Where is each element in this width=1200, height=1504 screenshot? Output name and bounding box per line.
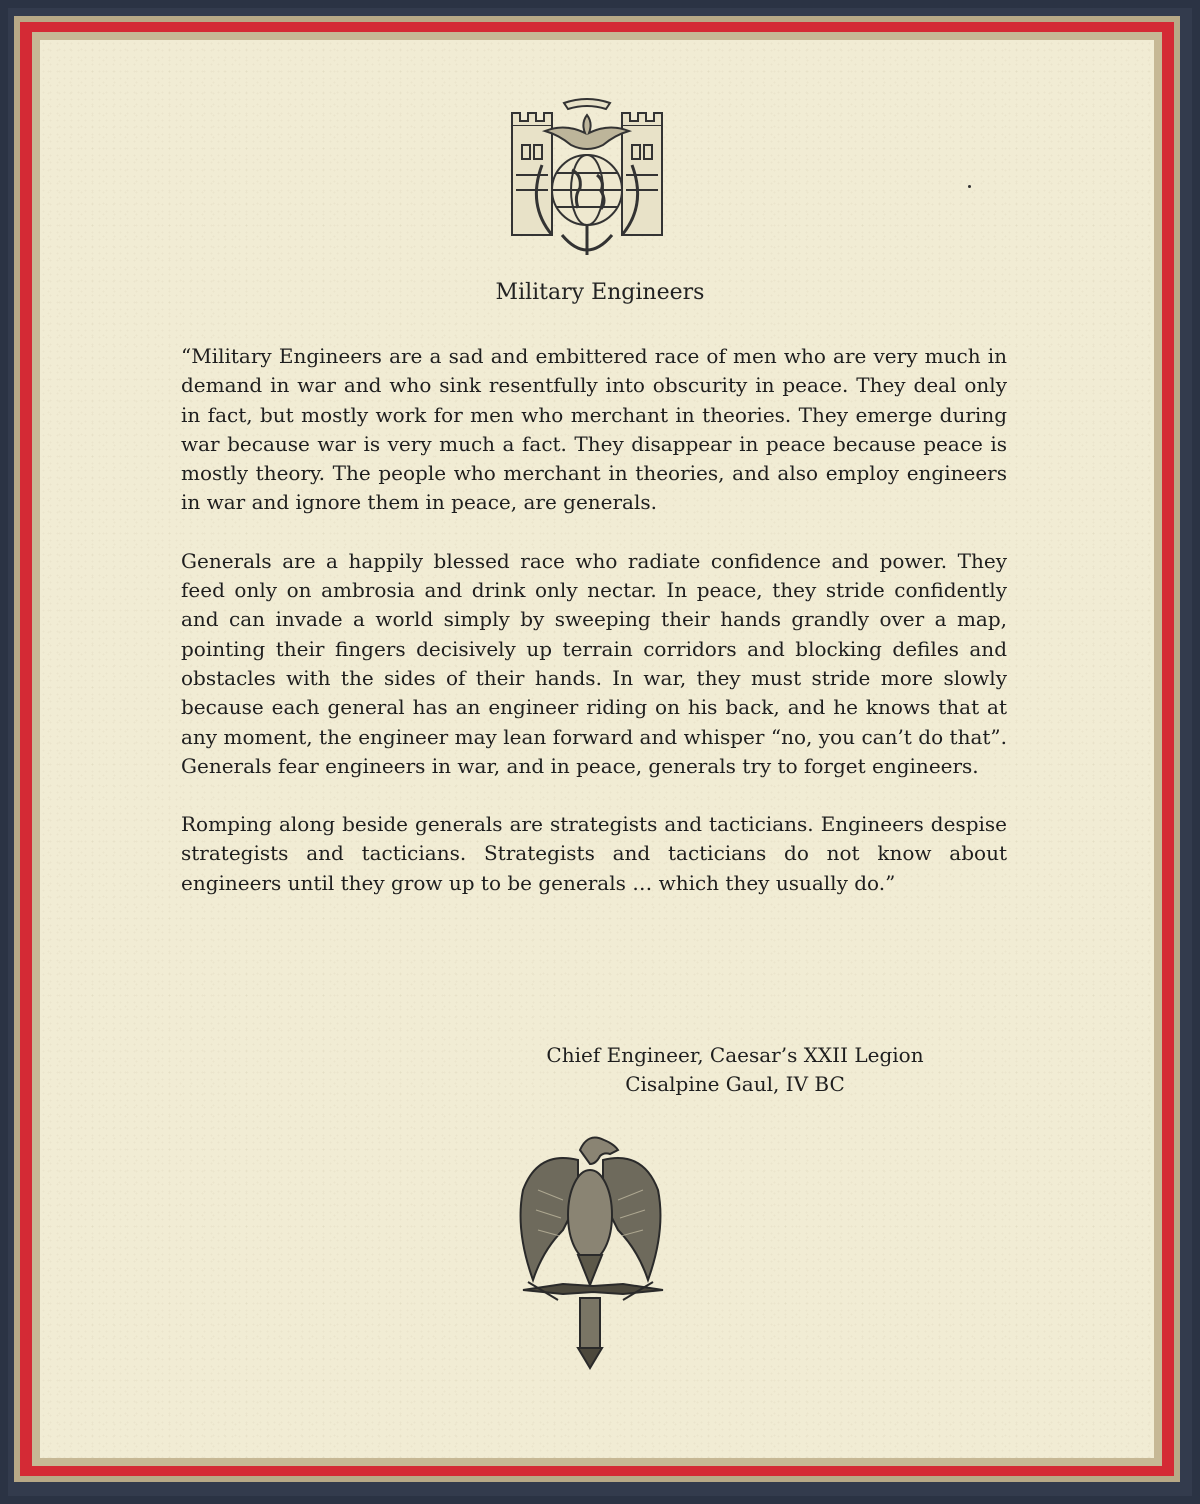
roman-legion-eagle-standard xyxy=(508,1120,673,1370)
paragraph: “Military Engineers are a sad and embittered race of men who are very much in demand in war and who sink resentfully into obscurity in peace. They deal only in fact, but mostly work for men who merchant in theories. They emerge during war because war is very much a fact. They disappear in peace because peace is mostly theory. The people who merchant in theories, and also employ engineers in war and ignore them in peace, are generals. xyxy=(181,344,1007,515)
quote-body xyxy=(181,342,1007,927)
attribution xyxy=(520,1041,950,1099)
paragraph: Romping along beside generals are strategists and tacticians. Engineers despise strategists and tacticians. Strategists and tacticians do not know about engineers until they grow up to be generals … which they usually do.” xyxy=(181,812,1007,895)
paragraph: Generals are a happily blessed race who radiate confidence and power. They feed only on ambrosia and drink only nectar. In peace, they stride confidently and can invade a world simply by sweeping their hands grandly over a map, pointing their fingers decisively up terrain corridors and blocking defiles and obstacles with the sides of their hands. In war, they must stride more slowly because each general has an engineer riding on his back, and he knows that at any moment, the engineer may lean forward and whisper “no, you can’t do that”. Generals fear engineers in war, and in peace, generals try to forget engineers. xyxy=(181,548,1007,778)
paper-speck xyxy=(968,185,971,188)
attribution-line-1: Chief Engineer, Caesar’s XXII Legion xyxy=(546,1043,924,1067)
page-title: Military Engineers xyxy=(495,280,705,305)
attribution-line-2: Cisalpine Gaul, IV BC xyxy=(625,1072,845,1096)
castle-eagle-globe-anchor-emblem xyxy=(502,95,672,265)
